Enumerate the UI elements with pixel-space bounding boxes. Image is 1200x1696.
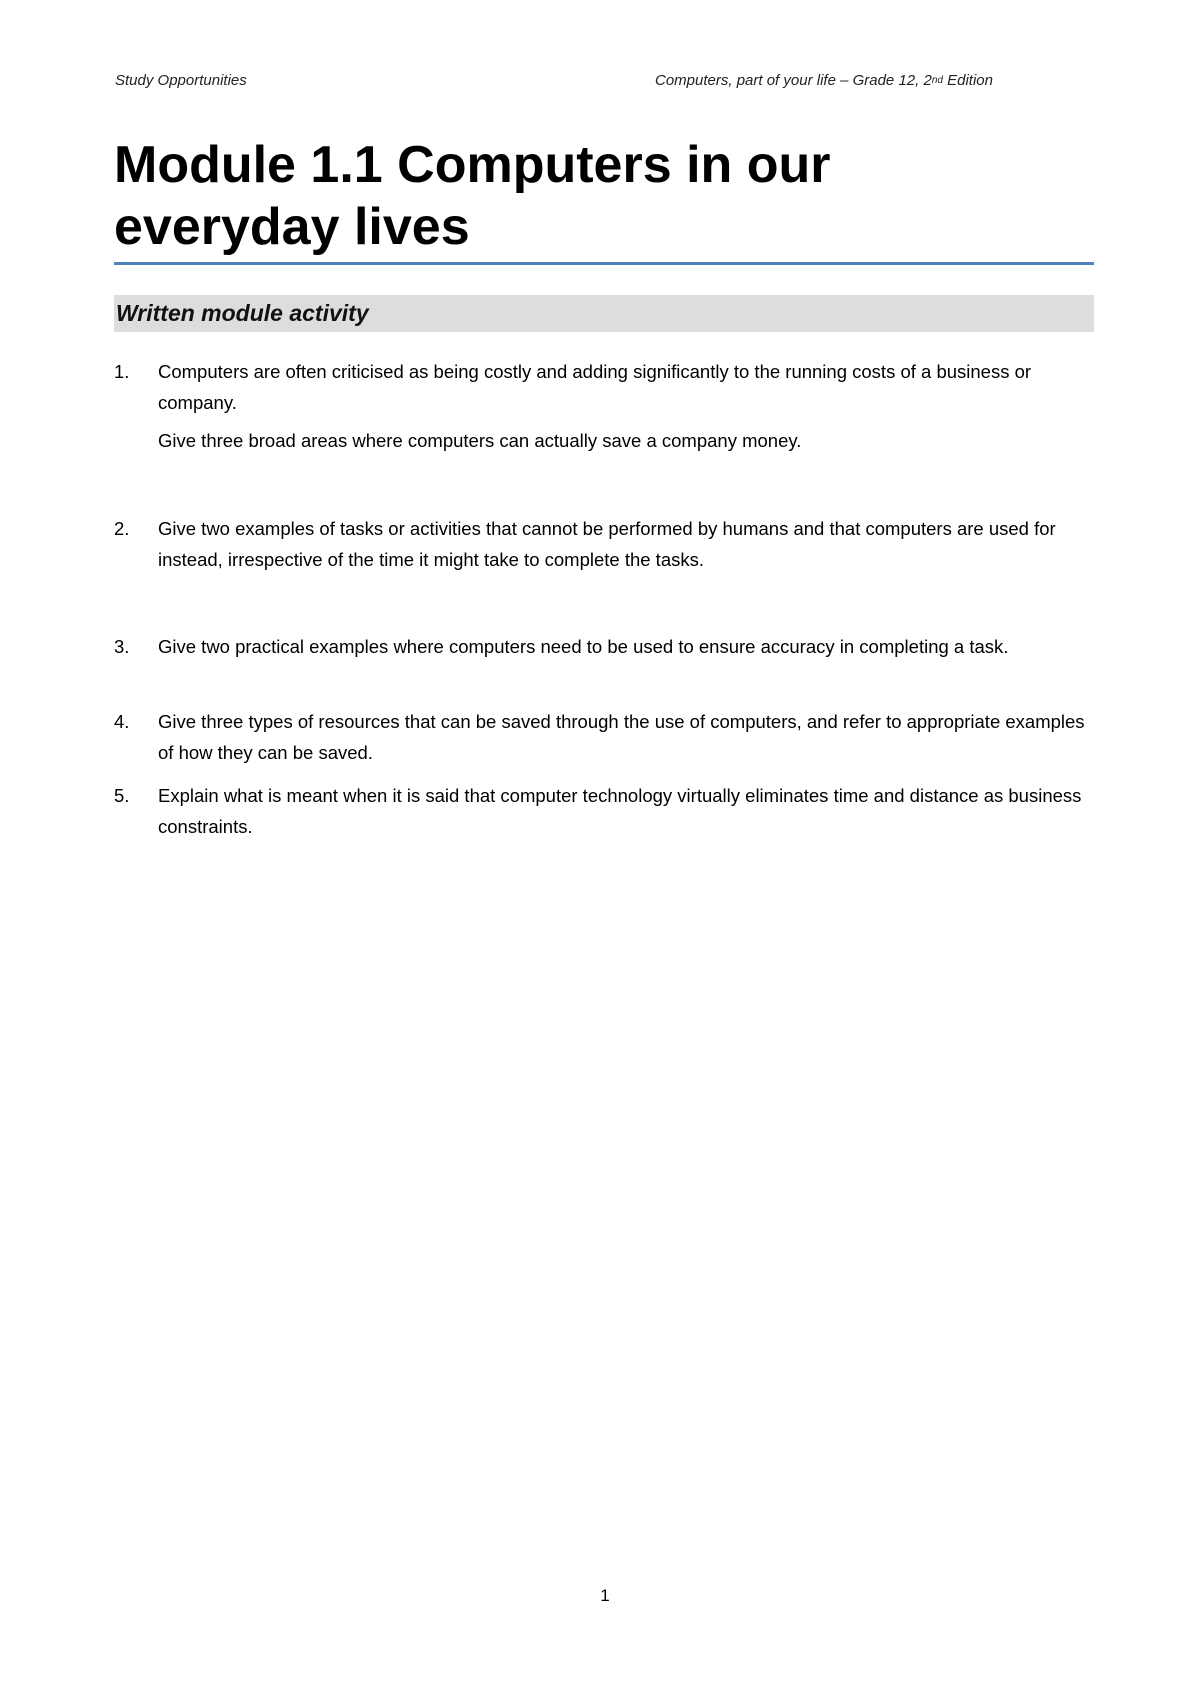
- question-text: Give two practical examples where computers need to be used to ensure accuracy in completing a task.: [158, 636, 1009, 657]
- header-left-text: Study Opportunities: [115, 72, 247, 89]
- question-text: Explain what is meant when it is said that computer technology virtually eliminates time and distance as business constraints.: [158, 785, 1082, 837]
- question-3: [114, 631, 1094, 662]
- question-text: Computers are often criticised as being costly and adding significantly to the running costs of a business or company.: [158, 361, 1032, 413]
- question-2: [114, 513, 1094, 575]
- title-underline: [114, 262, 1094, 265]
- header-right-prefix: Computers, part of your life – Grade 12, 2: [655, 72, 932, 89]
- question-1: [114, 356, 1094, 456]
- header-right-suffix: Edition: [942, 72, 993, 89]
- question-5: [114, 780, 1094, 842]
- question-subtext: Give three broad areas where computers can actually save a company money.: [158, 430, 802, 451]
- question-number: 2.: [114, 518, 130, 539]
- question-number: 5.: [114, 785, 130, 806]
- question-text: Give two examples of tasks or activities that cannot be performed by humans and that computers are used for instead, irrespective of the time it might take to complete the tasks.: [158, 518, 1056, 570]
- question-number: 4.: [114, 711, 130, 732]
- question-number: 3.: [114, 636, 130, 657]
- page-number: 1: [600, 1586, 610, 1605]
- question-text: Give three types of resources that can be saved through the use of computers, and refer to appropriate examples of how they can be saved.: [158, 711, 1085, 763]
- question-number: 1.: [114, 361, 130, 382]
- section-heading: Written module activity: [116, 300, 369, 326]
- header-right-text: [655, 72, 993, 89]
- header-right-superscript: nd: [931, 75, 943, 86]
- question-4: [114, 706, 1094, 768]
- page-title: Module 1.1 Computers in our everyday lives: [114, 136, 831, 256]
